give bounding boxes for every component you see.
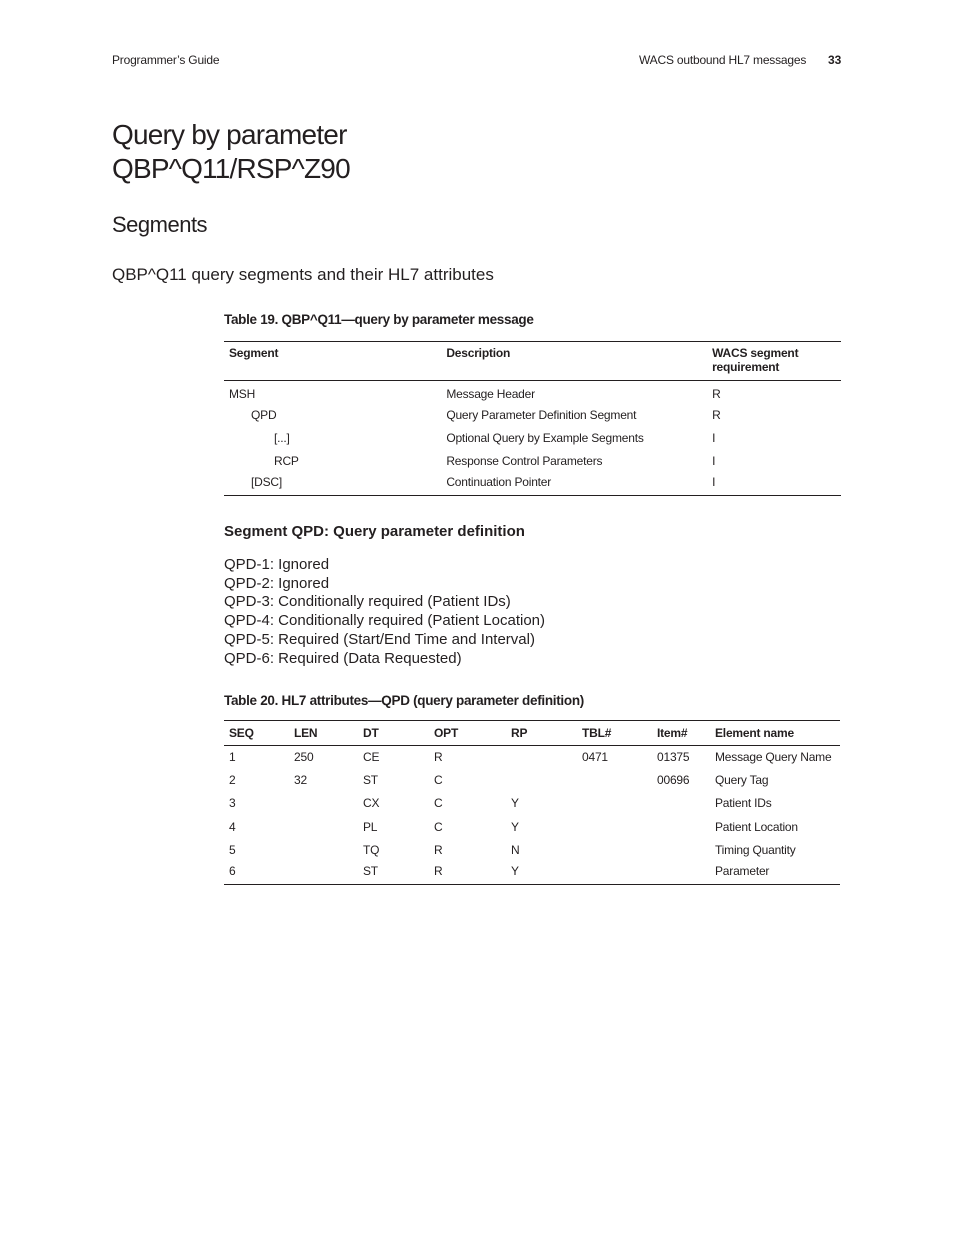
seq-cell: 2 <box>229 773 236 788</box>
seq-cell: 1 <box>229 750 236 765</box>
seq-cell: 4 <box>229 819 236 834</box>
item-cell: 00696 <box>657 773 690 788</box>
tbl-cell <box>577 815 652 838</box>
table-row <box>224 473 841 496</box>
requirement-cell: R <box>712 386 721 401</box>
segment-cell: RCP <box>274 454 299 468</box>
requirement-cell: I <box>712 454 716 468</box>
table19-header-row <box>224 342 841 381</box>
len-cell <box>289 861 358 884</box>
list-item: QPD-6: Required (Data Requested) <box>224 649 462 667</box>
table20-header-len: LEN <box>289 721 358 746</box>
dt-cell: CX <box>363 796 380 811</box>
table20-header-element-name: Element name <box>710 721 840 746</box>
table-row <box>224 746 840 769</box>
table19-header-description: Description <box>441 342 707 381</box>
table20-header-seq: SEQ <box>224 721 289 746</box>
item-cell <box>652 838 710 861</box>
dt-cell: ST <box>363 773 378 788</box>
dt-cell: CE <box>363 750 380 765</box>
rp-cell: Y <box>511 864 519 879</box>
item-cell <box>652 792 710 815</box>
table19-caption: Table 19. QBP^Q11—query by parameter message <box>224 312 534 327</box>
list-item: QPD-3: Conditionally required (Patient IDs) <box>224 593 511 611</box>
len-cell: 32 <box>294 773 307 788</box>
tbl-cell: 0471 <box>582 750 608 765</box>
description-cell: Response Control Parameters <box>446 454 603 468</box>
table-row <box>224 838 840 861</box>
table20-caption: Table 20. HL7 attributes—QPD (query parameter definition) <box>224 693 584 708</box>
requirement-cell: I <box>712 431 716 445</box>
opt-cell: C <box>434 796 443 811</box>
len-cell <box>289 815 358 838</box>
list-item: QPD-2: Ignored <box>224 574 330 592</box>
rp-cell: N <box>511 842 520 857</box>
tbl-cell <box>577 792 652 815</box>
table-row <box>224 450 841 473</box>
table19-header-segment: Segment <box>224 342 441 381</box>
element-name-cell: Parameter <box>715 864 770 879</box>
seq-cell: 3 <box>229 796 236 811</box>
item-cell: 01375 <box>657 750 690 765</box>
opt-cell: C <box>434 819 443 834</box>
segment-cell: [...] <box>274 431 290 445</box>
opt-cell: R <box>434 750 443 765</box>
element-name-cell: Message Query Name <box>715 750 832 765</box>
opt-cell: C <box>434 773 443 788</box>
table-row <box>224 404 841 427</box>
requirement-cell: R <box>712 408 721 422</box>
opt-cell: R <box>434 842 443 857</box>
element-name-cell: Timing Quantity <box>715 842 796 857</box>
len-cell <box>289 792 358 815</box>
description-cell: Message Header <box>446 386 535 401</box>
list-item: QPD-1: Ignored <box>224 556 330 573</box>
table20-header-item: Item# <box>652 721 710 746</box>
table19-header-requirement: WACS segment requirement <box>707 342 841 381</box>
table-row <box>224 792 840 815</box>
dt-cell: TQ <box>363 842 380 857</box>
element-name-cell: Query Tag <box>715 773 769 788</box>
table20-header-dt: DT <box>358 721 429 746</box>
subsection-heading: QBP^Q11 query segments and their HL7 attributes <box>112 265 494 284</box>
item-cell <box>652 861 710 884</box>
page-title-line1: Query by parameter <box>112 119 347 150</box>
len-cell: 250 <box>294 750 314 765</box>
element-name-cell: Patient IDs <box>715 796 772 811</box>
len-cell <box>289 838 358 861</box>
table-row <box>224 815 840 838</box>
segment-cell: [DSC] <box>251 475 283 490</box>
opt-cell: R <box>434 864 443 879</box>
page-number: 33 <box>828 53 842 67</box>
segment-cell: QPD <box>251 408 277 422</box>
table19 <box>224 341 841 496</box>
table20 <box>224 720 840 885</box>
rp-cell: Y <box>511 796 519 811</box>
table-row <box>224 427 841 450</box>
list-item: QPD-5: Required (Start/End Time and Interval) <box>224 630 535 648</box>
seq-cell: 5 <box>229 842 236 857</box>
qpd-section-title: Segment QPD: Query parameter definition <box>224 523 525 540</box>
table-row <box>224 769 840 792</box>
segment-cell: MSH <box>229 386 256 401</box>
qpd-field-list <box>224 556 545 668</box>
running-header-right: WACS outbound HL7 messages <box>639 53 807 67</box>
requirement-cell: I <box>712 475 716 490</box>
page-title <box>112 118 512 186</box>
description-cell: Optional Query by Example Segments <box>446 431 644 445</box>
description-cell: Continuation Pointer <box>446 475 552 490</box>
dt-cell: PL <box>363 819 378 834</box>
list-item: QPD-4: Conditionally required (Patient Location) <box>224 612 545 630</box>
rp-cell <box>506 746 577 769</box>
rp-cell: Y <box>511 819 519 834</box>
tbl-cell <box>577 838 652 861</box>
dt-cell: ST <box>363 864 378 879</box>
item-cell <box>652 815 710 838</box>
page-title-line2: QBP^Q11/RSP^Z90 <box>112 153 350 184</box>
rp-cell <box>506 769 577 792</box>
seq-cell: 6 <box>229 864 236 879</box>
table-row <box>224 861 840 884</box>
description-cell: Query Parameter Definition Segment <box>446 408 637 422</box>
table20-header-tbl: TBL# <box>577 721 652 746</box>
table20-header-row <box>224 721 840 746</box>
table-row <box>224 381 841 404</box>
tbl-cell <box>577 861 652 884</box>
tbl-cell <box>577 769 652 792</box>
table20-header-opt: OPT <box>429 721 506 746</box>
section-heading: Segments <box>112 212 208 237</box>
element-name-cell: Patient Location <box>715 819 798 834</box>
running-header-left: Programmer’s Guide <box>112 53 220 67</box>
table20-header-rp: RP <box>506 721 577 746</box>
